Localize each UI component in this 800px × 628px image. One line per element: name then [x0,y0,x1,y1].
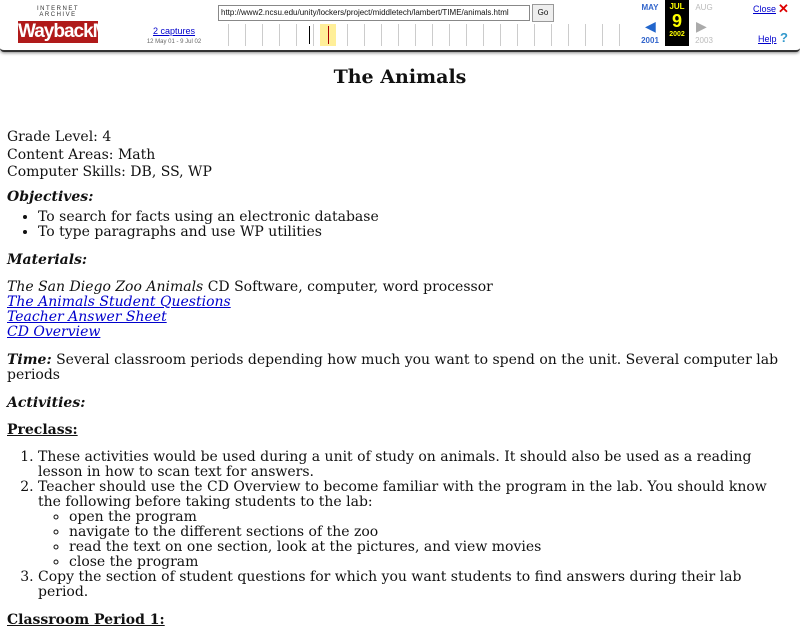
next-arrow-icon: ▶ [696,18,707,34]
current-date: JUL 9 2002 [665,0,689,46]
captures-link[interactable]: 2 captures [152,26,196,36]
substep-item: ◦ navigate to the different sections of the zoo [69,525,793,540]
activities-heading: Activities: [7,394,86,411]
content-areas: Content Areas: Math [7,146,156,163]
page-title: The Animals [333,66,467,88]
help-icon[interactable]: ? [780,30,788,45]
cd-overview-link[interactable]: CD Overview [7,323,101,340]
prev-arrow-icon[interactable]: ◀ [645,18,656,34]
step-item: 3. Copy the section of student questions for which you want students to find answers during their lab period. [38,570,793,600]
go-button[interactable]: Go [532,4,554,22]
objective-item: • To type paragraphs and use WP utilities [38,225,793,240]
substep-item: ◦ close the program [69,555,793,570]
substep-item: ◦ open the program [69,510,793,525]
close-icon[interactable]: ✕ [778,1,789,16]
logo-top: INTERNET ARCHIVE [37,6,79,18]
capture-sparkline[interactable] [212,24,627,46]
logo-main: WaybackMachine [18,21,162,42]
materials-heading: Materials: [7,251,88,268]
prev-month[interactable]: MAY [641,3,659,12]
substep-item: ◦ read the text on one section, look at the pictures, and view movies [69,540,793,555]
time-text: Time: Several classroom periods depending how much you want to spend on the unit. Several computer lab periods [7,351,779,383]
student-questions-link[interactable]: The Animals Student Questions [7,293,231,310]
objectives-heading: Objectives: [7,188,94,205]
step-item: 2. Teacher should use the CD Overview to become familiar with the program in the lab. You should know the following before taking students to the lab: ◦ open the program ◦ navigate to the different sections of the zoo ◦ read the text on one section, look at the pictures, and view movies ◦ close the program [38,480,793,570]
teacher-answer-link[interactable]: Teacher Answer Sheet [7,308,167,325]
next-year: 2003 [695,36,713,45]
grade-level: Grade Level: 4 [7,129,112,145]
preclass-heading: Preclass: [7,421,78,438]
materials-text: The San Diego Zoo Animals CD Software, computer, word processor [7,278,493,295]
url-input[interactable]: http://www2.ncsu.edu/unity/lockers/project/middletech/lambert/TIME/animals.html [218,5,530,21]
next-month: AUG [695,3,713,12]
wayback-toolbar [0,0,800,52]
wayback-logo[interactable] [18,6,162,43]
period-heading: Classroom Period 1: [7,611,165,628]
step-item: 1. These activities would be used during a unit of study on animals. It should also be used as a reading lesson in how to scan text for answers. [38,450,793,480]
computer-skills: Computer Skills: DB, SS, WP [7,164,212,180]
close-link[interactable]: Close [753,4,777,14]
help-link[interactable]: Help [758,34,777,44]
prev-year[interactable]: 2001 [641,36,659,45]
objective-item: • To search for facts using an electronic database [38,210,793,225]
capture-range: 12 May 01 - 9 Jul 02 [146,39,202,45]
